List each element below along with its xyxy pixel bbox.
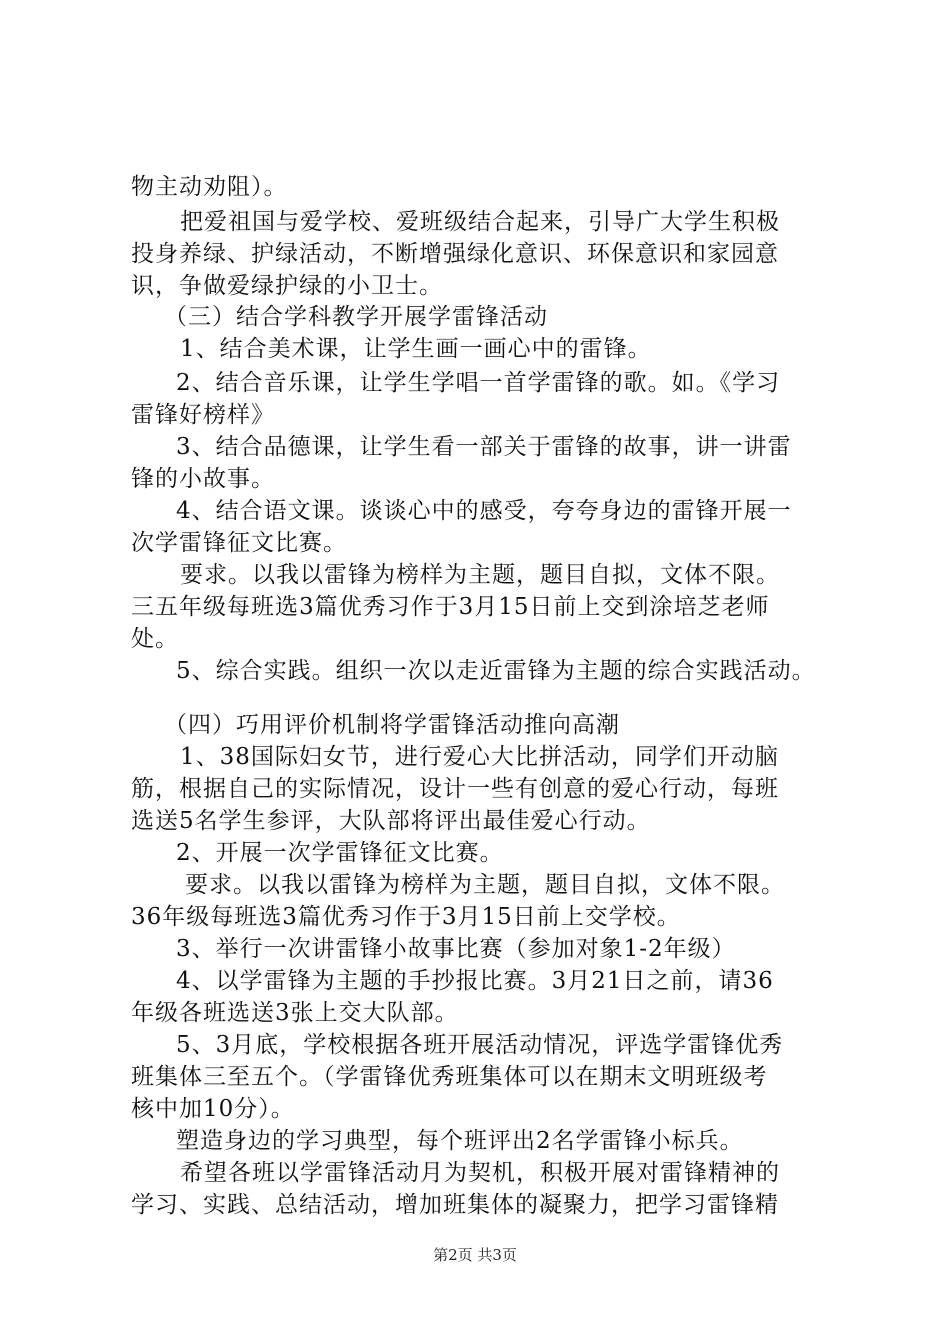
text-line: 3、举行一次讲雷锋小故事比赛（参加对象1-2年级） [176, 936, 736, 962]
text-line: 选送5名学生参评，大队部将评出最佳爱心行动。 [131, 808, 651, 834]
text-line: 要求。以我以雷锋为榜样为主题，题目自拟，文体不限。 [180, 562, 780, 588]
text-line: 处。 [131, 626, 179, 652]
text-line: 塑造身边的学习典型，每个班评出2名学雷锋小标兵。 [176, 1128, 744, 1154]
text-line: 2、开展一次学雷锋征文比赛。 [176, 840, 504, 866]
text-line: 36年级每班选3篇优秀习作于3月15日前上交学校。 [131, 904, 681, 930]
text-line: 5、3月底，学校根据各班开展活动情况，评选学雷锋优秀 [176, 1032, 784, 1058]
text-line: 班集体三至五个。（学雷锋优秀班集体可以在期末文明班级考 [131, 1064, 768, 1090]
text-line: 1、38国际妇女节，进行爱心大比拼活动，同学们开动脑 [180, 744, 779, 770]
text-line: 次学雷锋征文比赛。 [131, 530, 347, 556]
text-line: 锋的小故事。 [131, 466, 275, 492]
text-line: 4、以学雷锋为主题的手抄报比赛。3月21日之前，请36 [176, 968, 774, 994]
text-line: 3、结合品德课，让学生看一部关于雷锋的故事，讲一讲雷 [176, 434, 792, 460]
text-line: 核中加10分）。 [131, 1096, 295, 1122]
page-number: 第2页 共3页 [433, 1246, 517, 1264]
text-line: 4、结合语文课。谈谈心中的感受，夸夸身边的雷锋开展一 [176, 498, 792, 524]
section-heading: （四）巧用评价机制将学雷锋活动推向高潮 [164, 712, 620, 738]
text-line: 5、综合实践。组织一次以走近雷锋为主题的综合实践活动。 [176, 658, 816, 684]
text-line: 雷锋好榜样》 [131, 402, 275, 428]
text-line: 三五年级每班选3篇优秀习作于3月15日前上交到涂培芝老师 [131, 594, 770, 620]
text-line: 识，争做爱绿护绿的小卫士。 [131, 273, 443, 299]
text-line: 学习、实践、总结活动，增加班集体的凝聚力，把学习雷锋精 [131, 1192, 779, 1218]
text-line: 年级各班选送3张上交大队部。 [131, 1000, 459, 1026]
text-line: 筋，根据自己的实际情况，设计一些有创意的爱心行动，每班 [131, 776, 779, 802]
text-line: 2、结合音乐课，让学生学唱一首学雷锋的歌。如。《学习 [176, 370, 781, 396]
text-line: 要求。以我以雷锋为榜样为主题，题目自拟，文体不限。 [185, 872, 785, 898]
text-line: 1、结合美术课，让学生画一画心中的雷锋。 [180, 336, 652, 362]
text-line: 希望各班以学雷锋活动月为契机，积极开展对雷锋精神的 [180, 1160, 780, 1186]
text-line: 投身养绿、护绿活动，不断增强绿化意识、环保意识和家园意 [131, 241, 779, 267]
text-line: 把爱祖国与爱学校、爱班级结合起来，引导广大学生积极 [180, 209, 780, 235]
section-heading: （三）结合学科教学开展学雷锋活动 [164, 304, 548, 330]
text-line: 物主动劝阻）。 [131, 174, 288, 200]
